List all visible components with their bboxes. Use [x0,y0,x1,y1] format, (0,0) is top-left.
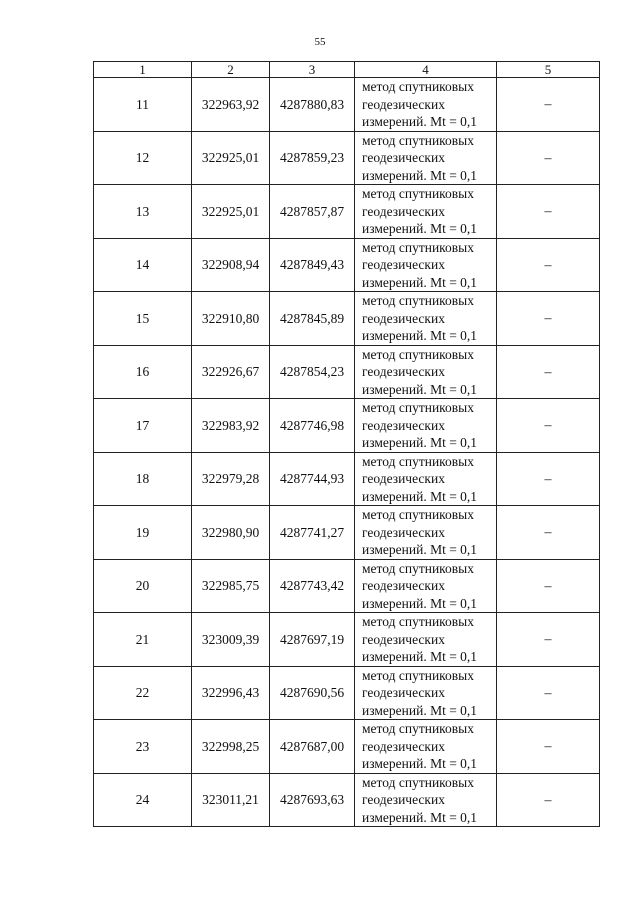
point-number-cell: 13 [94,185,192,239]
method-text-line: измерений. Mt = 0,1 [362,114,478,129]
note-cell [497,292,600,346]
table-row [94,452,600,506]
note-dash: – [544,739,552,754]
point-number-cell: 15 [94,292,192,346]
point-number-cell: 19 [94,506,192,560]
method-cell [355,666,497,720]
method-cell [355,78,497,132]
method-cell [355,452,497,506]
point-number-cell: 21 [94,613,192,667]
table-row [94,506,600,560]
point-number-cell: 23 [94,720,192,774]
note-cell [497,78,600,132]
method-cell [355,238,497,292]
y-coordinate-cell: 4287741,27 [270,506,355,560]
table-row [94,399,600,453]
method-cell [355,399,497,453]
x-coordinate-cell: 322998,25 [192,720,270,774]
method-text-line: измерений. Mt = 0,1 [362,221,478,236]
method-text-line: геодезических [362,738,445,754]
x-coordinate-cell: 322996,43 [192,666,270,720]
note-dash: – [544,632,552,647]
note-dash: – [544,471,552,487]
method-text-line: геодезических [362,792,445,807]
method-text-line: геодезических [362,631,445,647]
method-cell [355,345,497,399]
method-text-line: измерений. Mt = 0,1 [362,542,478,557]
method-cell [355,506,497,560]
method-text-line: измерений. Mt = 0,1 [362,756,478,771]
note-dash: – [544,418,552,433]
note-dash: – [544,685,552,701]
method-text-line: геодезических [362,471,445,486]
x-coordinate-cell: 322925,01 [192,131,270,185]
method-text-line: метод спутниковых [362,614,474,629]
note-cell [497,131,600,185]
method-cell [355,131,497,185]
method-text-line: геодезических [362,524,445,540]
method-text-line: метод спутниковых [362,346,474,362]
y-coordinate-cell: 4287857,87 [270,185,355,239]
x-coordinate-cell: 322963,92 [192,78,270,132]
method-text-line: метод спутниковых [362,79,474,94]
method-text-line: измерений. Mt = 0,1 [362,274,478,290]
method-text-line: измерений. Mt = 0,1 [362,328,478,343]
column-header-5: 5 [497,62,600,78]
table-header-row [94,62,600,78]
method-text-line: метод спутниковых [362,667,474,683]
point-number-cell: 18 [94,452,192,506]
note-cell [497,238,600,292]
method-text-line: измерений. Mt = 0,1 [362,649,478,664]
method-text-line: геодезических [362,578,445,593]
x-coordinate-cell: 322983,92 [192,399,270,453]
note-dash: – [544,525,552,540]
method-text-line: измерений. Mt = 0,1 [362,435,478,450]
method-text-line: геодезических [362,96,445,112]
x-coordinate-cell: 322908,94 [192,238,270,292]
method-text-line: геодезических [362,150,445,165]
note-dash: – [544,364,552,380]
table-row [94,666,600,720]
table-row [94,292,600,346]
method-text-line: измерений. Mt = 0,1 [362,381,478,397]
note-cell [497,666,600,720]
point-number-cell: 17 [94,399,192,453]
y-coordinate-cell: 4287690,56 [270,666,355,720]
method-cell [355,185,497,239]
method-text-line: метод спутниковых [362,293,474,308]
y-coordinate-cell: 4287854,23 [270,345,355,399]
method-cell [355,559,497,613]
point-number-cell: 16 [94,345,192,399]
y-coordinate-cell: 4287880,83 [270,78,355,132]
method-text-line: метод спутниковых [362,560,474,576]
table-row [94,773,600,827]
table-row [94,185,600,239]
x-coordinate-cell: 322926,67 [192,345,270,399]
y-coordinate-cell: 4287845,89 [270,292,355,346]
point-number-cell: 14 [94,238,192,292]
point-number-cell: 22 [94,666,192,720]
note-cell [497,720,600,774]
point-number-cell: 11 [94,78,192,132]
note-dash: – [544,578,552,594]
note-dash: – [544,97,552,112]
x-coordinate-cell: 322980,90 [192,506,270,560]
method-text-line: геодезических [362,203,445,219]
method-text-line: метод спутниковых [362,721,474,736]
method-cell [355,720,497,774]
method-text-line: измерений. Mt = 0,1 [362,595,478,611]
x-coordinate-cell: 323011,21 [192,773,270,827]
table-row [94,559,600,613]
method-cell [355,613,497,667]
note-cell [497,559,600,613]
note-cell [497,773,600,827]
method-text-line: геодезических [362,417,445,433]
y-coordinate-cell: 4287746,98 [270,399,355,453]
y-coordinate-cell: 4287687,00 [270,720,355,774]
note-cell [497,345,600,399]
method-cell [355,773,497,827]
method-text-line: метод спутниковых [362,507,474,522]
note-dash: – [544,792,552,808]
y-coordinate-cell: 4287693,63 [270,773,355,827]
table-row [94,78,600,132]
y-coordinate-cell: 4287744,93 [270,452,355,506]
point-number-cell: 20 [94,559,192,613]
note-cell [497,506,600,560]
coordinates-table [93,61,600,827]
method-text-line: измерений. Mt = 0,1 [362,809,478,825]
y-coordinate-cell: 4287849,43 [270,238,355,292]
note-dash: – [544,204,552,219]
method-text-line: геодезических [362,257,445,272]
note-dash: – [544,257,552,273]
x-coordinate-cell: 322985,75 [192,559,270,613]
note-dash: – [544,150,552,166]
table-body [94,62,600,827]
note-dash: – [544,311,552,326]
table-row [94,345,600,399]
column-header-4: 4 [355,62,497,78]
method-text-line: измерений. Mt = 0,1 [362,488,478,504]
x-coordinate-cell: 323009,39 [192,613,270,667]
method-text-line: метод спутниковых [362,239,474,255]
y-coordinate-cell: 4287743,42 [270,559,355,613]
point-number-cell: 24 [94,773,192,827]
table-row [94,613,600,667]
method-cell [355,292,497,346]
note-cell [497,185,600,239]
method-text-line: измерений. Mt = 0,1 [362,167,478,183]
method-text-line: метод спутниковых [362,400,474,415]
table-row [94,131,600,185]
method-text-line: измерений. Mt = 0,1 [362,702,478,718]
column-header-2: 2 [192,62,270,78]
method-text-line: геодезических [362,685,445,700]
note-cell [497,613,600,667]
column-header-3: 3 [270,62,355,78]
method-text-line: метод спутниковых [362,774,474,790]
method-text-line: метод спутниковых [362,186,474,201]
y-coordinate-cell: 4287697,19 [270,613,355,667]
table-row [94,720,600,774]
column-header-1: 1 [94,62,192,78]
method-text-line: геодезических [362,310,445,326]
method-text-line: метод спутниковых [362,453,474,469]
x-coordinate-cell: 322925,01 [192,185,270,239]
x-coordinate-cell: 322979,28 [192,452,270,506]
method-text-line: метод спутниковых [362,132,474,148]
note-cell [497,399,600,453]
x-coordinate-cell: 322910,80 [192,292,270,346]
point-number-cell: 12 [94,131,192,185]
note-cell [497,452,600,506]
table-row [94,238,600,292]
y-coordinate-cell: 4287859,23 [270,131,355,185]
page-number: 55 [314,36,326,48]
method-text-line: геодезических [362,364,445,379]
